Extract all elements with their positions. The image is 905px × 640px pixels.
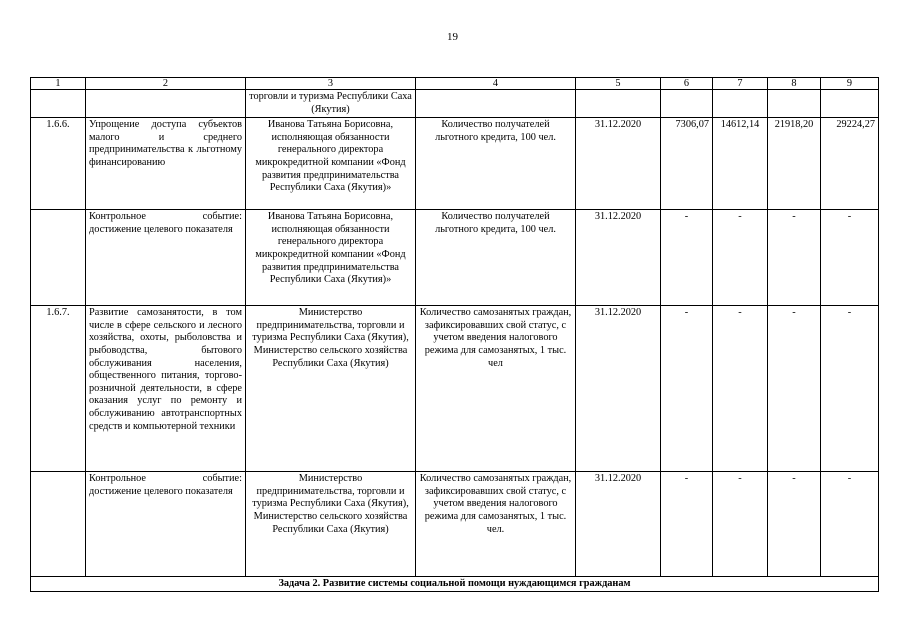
task-row bbox=[31, 577, 879, 592]
value-col9 bbox=[821, 90, 879, 118]
value-col6: 7306,07 bbox=[661, 118, 713, 210]
value-col9: - bbox=[821, 472, 879, 577]
value-col7 bbox=[713, 90, 768, 118]
value-col8: - bbox=[768, 472, 821, 577]
indicator bbox=[416, 90, 576, 118]
item-name: Контрольное событие: достижение целевого показателя bbox=[86, 210, 246, 306]
table-row bbox=[31, 472, 879, 577]
page-number: 19 bbox=[447, 31, 458, 43]
indicator: Количество получателей льготного кредита, 100 чел. bbox=[416, 118, 576, 210]
indicator: Количество получателей льготного кредита, 100 чел. bbox=[416, 210, 576, 306]
value-col7: - bbox=[713, 472, 768, 577]
column-header: 2 bbox=[86, 78, 246, 90]
item-number: 1.6.6. bbox=[31, 118, 86, 210]
deadline: 31.12.2020 bbox=[576, 118, 661, 210]
responsible: Иванова Татьяна Борисовна, исполняющая обязанности генерального директора микрокредитной компании «Фонд развития предпринимательства Республики Саха (Якутия)» bbox=[246, 210, 416, 306]
responsible: Министерство предпринимательства, торговли и туризма Республики Саха (Якутия), Министерство сельского хозяйства Республики Саха (Якутия) bbox=[246, 306, 416, 472]
value-col8: - bbox=[768, 306, 821, 472]
item-number bbox=[31, 90, 86, 118]
value-col9: - bbox=[821, 210, 879, 306]
column-header: 1 bbox=[31, 78, 86, 90]
deadline bbox=[576, 90, 661, 118]
deadline: 31.12.2020 bbox=[576, 306, 661, 472]
value-col7: - bbox=[713, 210, 768, 306]
value-col8: - bbox=[768, 210, 821, 306]
column-header: 7 bbox=[713, 78, 768, 90]
value-col7: 14612,14 bbox=[713, 118, 768, 210]
value-col6 bbox=[661, 90, 713, 118]
indicator: Количество самозанятых граждан, зафиксировавших свой статус, с учетом введения налогового режима для самозанятых, 1 тыс. чел bbox=[416, 306, 576, 472]
program-table bbox=[30, 77, 879, 592]
value-col8 bbox=[768, 90, 821, 118]
table-row bbox=[31, 306, 879, 472]
value-col6: - bbox=[661, 210, 713, 306]
value-col9: - bbox=[821, 306, 879, 472]
indicator: Количество самозанятых граждан, зафиксировавших свой статус, с учетом введения налогового режима для самозанятых, 1 тыс. чел. bbox=[416, 472, 576, 577]
column-number-row bbox=[31, 78, 879, 90]
task-heading: Задача 2. Развитие системы социальной помощи нуждающимся гражданам bbox=[31, 577, 879, 592]
responsible: Иванова Татьяна Борисовна, исполняющая обязанности генерального директора микрокредитной компании «Фонд развития предпринимательства Республики Саха (Якутия)» bbox=[246, 118, 416, 210]
item-number bbox=[31, 472, 86, 577]
item-number: 1.6.7. bbox=[31, 306, 86, 472]
responsible: Министерство предпринимательства, торговли и туризма Республики Саха (Якутия), Министерство сельского хозяйства Республики Саха (Якутия) bbox=[246, 472, 416, 577]
column-header: 3 bbox=[246, 78, 416, 90]
item-name: Упрощение доступа субъектов малого и среднего предпринимательства к льготному финансированию bbox=[86, 118, 246, 210]
value-col6: - bbox=[661, 306, 713, 472]
item-name: Контрольное событие: достижение целевого показателя bbox=[86, 472, 246, 577]
column-header: 9 bbox=[821, 78, 879, 90]
table-row bbox=[31, 118, 879, 210]
value-col7: - bbox=[713, 306, 768, 472]
value-col6: - bbox=[661, 472, 713, 577]
column-header: 5 bbox=[576, 78, 661, 90]
value-col9: 29224,27 bbox=[821, 118, 879, 210]
deadline: 31.12.2020 bbox=[576, 472, 661, 577]
deadline: 31.12.2020 bbox=[576, 210, 661, 306]
table-row bbox=[31, 210, 879, 306]
table-row bbox=[31, 90, 879, 118]
column-header: 8 bbox=[768, 78, 821, 90]
item-number bbox=[31, 210, 86, 306]
responsible: торговли и туризма Республики Саха (Якутия) bbox=[246, 90, 416, 118]
item-name: Развитие самозанятости, в том числе в сфере сельского и лесного хозяйства, охоты, рыболовства и рыбоводства, бытового обслуживания населения, общественного питания, торгово-розничной деятельности, в сфере оказания услуг по ремонту и обслуживанию автотранспортных средств и компьютерной техники bbox=[86, 306, 246, 472]
value-col8: 21918,20 bbox=[768, 118, 821, 210]
item-name bbox=[86, 90, 246, 118]
column-header: 4 bbox=[416, 78, 576, 90]
column-header: 6 bbox=[661, 78, 713, 90]
